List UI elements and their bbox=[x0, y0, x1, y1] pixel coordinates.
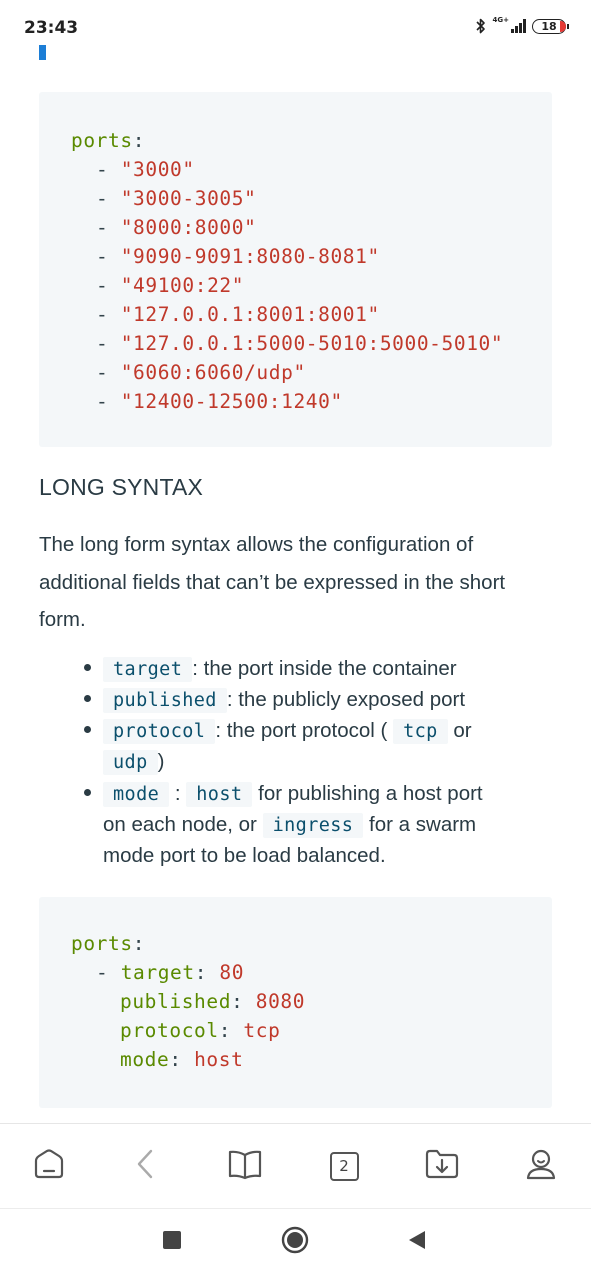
code-block-short-syntax bbox=[39, 92, 552, 447]
code-line-field: published: 8080 bbox=[120, 990, 306, 1013]
inline-code: target bbox=[103, 657, 192, 682]
inline-code: tcp bbox=[393, 719, 448, 744]
list-item-text: : bbox=[174, 782, 181, 805]
list-item-text: mode port to be load balanced. bbox=[103, 844, 386, 867]
code-line-item: - "49100:22" bbox=[96, 274, 245, 297]
home-icon bbox=[32, 1147, 66, 1186]
square-icon bbox=[163, 1231, 181, 1254]
section-heading: LONG SYNTAX bbox=[39, 474, 204, 500]
downloads-button[interactable] bbox=[424, 1148, 460, 1184]
download-icon bbox=[424, 1148, 460, 1185]
list-item-text: : the port protocol ( bbox=[215, 719, 388, 742]
article-content[interactable] bbox=[0, 60, 591, 1122]
book-icon bbox=[227, 1148, 263, 1185]
bookmarks-button[interactable] bbox=[227, 1148, 263, 1184]
bullet-dot bbox=[84, 664, 91, 671]
code-block-long-syntax bbox=[39, 897, 552, 1108]
status-bar bbox=[0, 0, 591, 56]
status-icons bbox=[475, 17, 569, 35]
code-line-ports: ports: bbox=[71, 932, 146, 955]
list-item-text: for publishing a host port bbox=[258, 782, 483, 805]
inline-code: published bbox=[103, 688, 227, 713]
list-item-text: ) bbox=[157, 750, 165, 773]
inline-code: protocol bbox=[103, 719, 215, 744]
code-line-item: - "3000-3005" bbox=[96, 187, 257, 210]
reading-progress-marker bbox=[39, 45, 46, 60]
bullet-dot bbox=[84, 726, 91, 733]
code-line-item: - "12400-12500:1240" bbox=[96, 390, 343, 413]
code-line-item: - "8000:8000" bbox=[96, 216, 257, 239]
inline-code: udp bbox=[103, 750, 158, 775]
system-back-button[interactable] bbox=[402, 1227, 432, 1257]
inline-code: mode bbox=[103, 782, 169, 807]
tabs-button[interactable] bbox=[326, 1148, 362, 1184]
battery-level: 18 bbox=[532, 19, 566, 34]
code-line-item: - "3000" bbox=[96, 158, 195, 181]
code-line-item: - "127.0.0.1:5000-5010:5000-5010" bbox=[96, 332, 504, 355]
code-line-field: mode: host bbox=[120, 1048, 244, 1071]
list-item-text: : the port inside the container bbox=[192, 657, 457, 680]
code-line-item: - "6060:6060/udp" bbox=[96, 361, 306, 384]
code-line-item: - "127.0.0.1:8001:8001" bbox=[96, 303, 380, 326]
network-type-label: 4G+ bbox=[492, 16, 509, 24]
section-paragraph: The long form syntax allows the configuration of additional fields that can’t be expressed in the short form. bbox=[39, 533, 506, 631]
code-line-ports: ports: bbox=[71, 129, 146, 152]
system-home-button[interactable] bbox=[280, 1227, 310, 1257]
list-item-text: : the publicly exposed port bbox=[226, 688, 466, 711]
recents-button[interactable] bbox=[157, 1227, 187, 1257]
back-button[interactable] bbox=[128, 1148, 164, 1184]
system-navigation-bar bbox=[0, 1208, 591, 1281]
code-line-field: protocol: tcp bbox=[120, 1019, 281, 1042]
inline-code: ingress bbox=[263, 813, 364, 838]
bullet-dot bbox=[84, 789, 91, 796]
home-button[interactable] bbox=[31, 1148, 67, 1184]
list-item-text: or bbox=[453, 719, 472, 742]
bluetooth-icon bbox=[475, 17, 487, 35]
inline-code: host bbox=[186, 782, 252, 807]
list-item-text: for a swarm bbox=[369, 813, 477, 836]
profile-button[interactable] bbox=[523, 1148, 559, 1184]
profile-icon bbox=[524, 1147, 558, 1186]
code-line-field: - target: 80 bbox=[96, 961, 245, 984]
tab-count: 2 bbox=[330, 1152, 359, 1181]
bullet-dot bbox=[84, 695, 91, 702]
status-time: 23:43 bbox=[24, 18, 79, 38]
battery-icon bbox=[532, 19, 569, 34]
browser-toolbar bbox=[0, 1123, 591, 1209]
triangle-back-icon bbox=[407, 1230, 427, 1255]
back-arrow-icon bbox=[135, 1148, 157, 1185]
circle-icon bbox=[281, 1226, 309, 1259]
list-item-text: on each node, or bbox=[103, 813, 257, 836]
code-line-item: - "9090-9091:8080-8081" bbox=[96, 245, 380, 268]
signal-icon bbox=[511, 19, 526, 33]
